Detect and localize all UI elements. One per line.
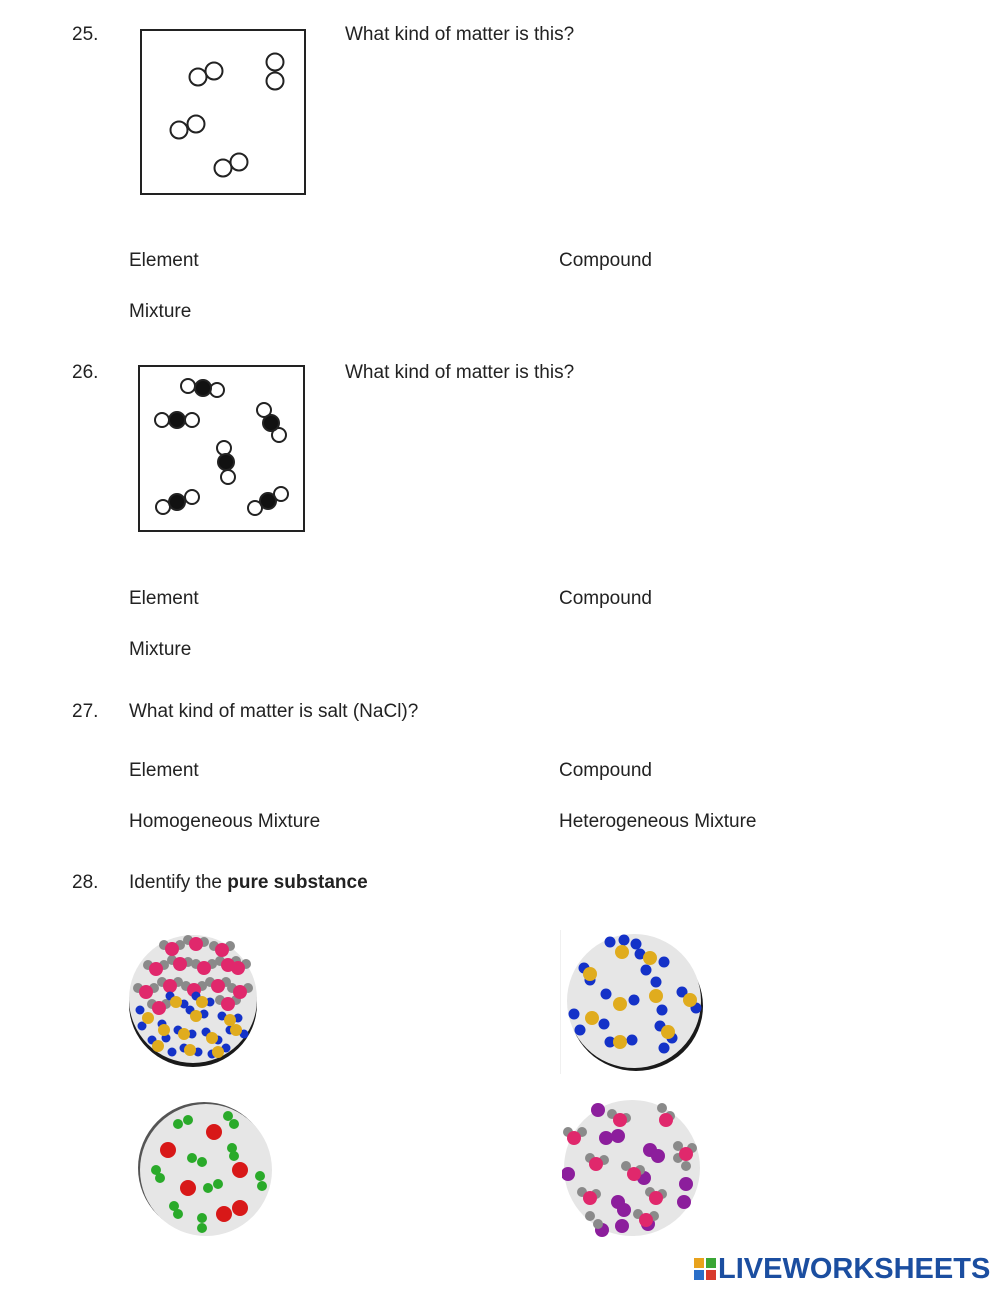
question-28-prompt-bold: pure substance (227, 872, 368, 893)
atom (188, 116, 205, 133)
answer-option-homogeneous-mixture[interactable]: Homogeneous Mixture (129, 811, 321, 832)
question-26-diagram (138, 365, 305, 532)
atom (190, 69, 207, 86)
logo-icon (694, 1258, 716, 1280)
question-25-diagram (140, 29, 306, 195)
question-28-prompt (129, 872, 368, 894)
question-27-number: 27. (72, 701, 99, 722)
atom (215, 160, 232, 177)
liveworksheets-logo (694, 1254, 990, 1284)
atom (181, 379, 195, 393)
question-28-number: 28. (72, 872, 99, 893)
atom (155, 413, 169, 427)
atom (169, 412, 185, 428)
atom (221, 470, 235, 484)
atom (210, 383, 224, 397)
question-28-prompt-text: Identify the (129, 872, 228, 893)
atom (156, 500, 170, 514)
atom (169, 494, 185, 510)
answer-image-option-d[interactable] (562, 1098, 704, 1238)
atom (185, 490, 199, 504)
question-25-prompt: What kind of matter is this? (345, 24, 575, 45)
answer-image-option-b[interactable] (560, 930, 706, 1074)
answer-option-heterogeneous-mixture[interactable]: Heterogeneous Mixture (559, 811, 757, 832)
answer-option-compound[interactable]: Compound (559, 250, 652, 271)
atom (263, 415, 279, 431)
atom (218, 454, 234, 470)
answer-image-option-c[interactable] (136, 1100, 276, 1238)
answer-image-option-a[interactable] (126, 930, 266, 1072)
element-particles-diagram (142, 31, 308, 197)
answer-option-mixture[interactable]: Mixture (129, 301, 192, 322)
compound-molecules-diagram (140, 367, 307, 534)
atom (185, 413, 199, 427)
atom (260, 493, 276, 509)
answer-option-compound[interactable]: Compound (559, 760, 652, 781)
question-27-prompt: What kind of matter is salt (NaCl)? (129, 701, 419, 722)
atom (171, 122, 188, 139)
answer-option-compound[interactable]: Compound (559, 588, 652, 609)
atom (231, 154, 248, 171)
question-26-number: 26. (72, 362, 99, 383)
question-25-number: 25. (72, 24, 99, 45)
atom (267, 54, 284, 71)
answer-option-element[interactable]: Element (129, 588, 199, 609)
atom (267, 73, 284, 90)
atom (195, 380, 211, 396)
logo-text: LIVEWORKSHEETS (718, 1252, 991, 1285)
answer-option-element[interactable]: Element (129, 250, 199, 271)
atom (217, 441, 231, 455)
answer-option-element[interactable]: Element (129, 760, 199, 781)
atom (206, 63, 223, 80)
question-26-prompt: What kind of matter is this? (345, 362, 575, 383)
answer-option-mixture[interactable]: Mixture (129, 639, 192, 660)
